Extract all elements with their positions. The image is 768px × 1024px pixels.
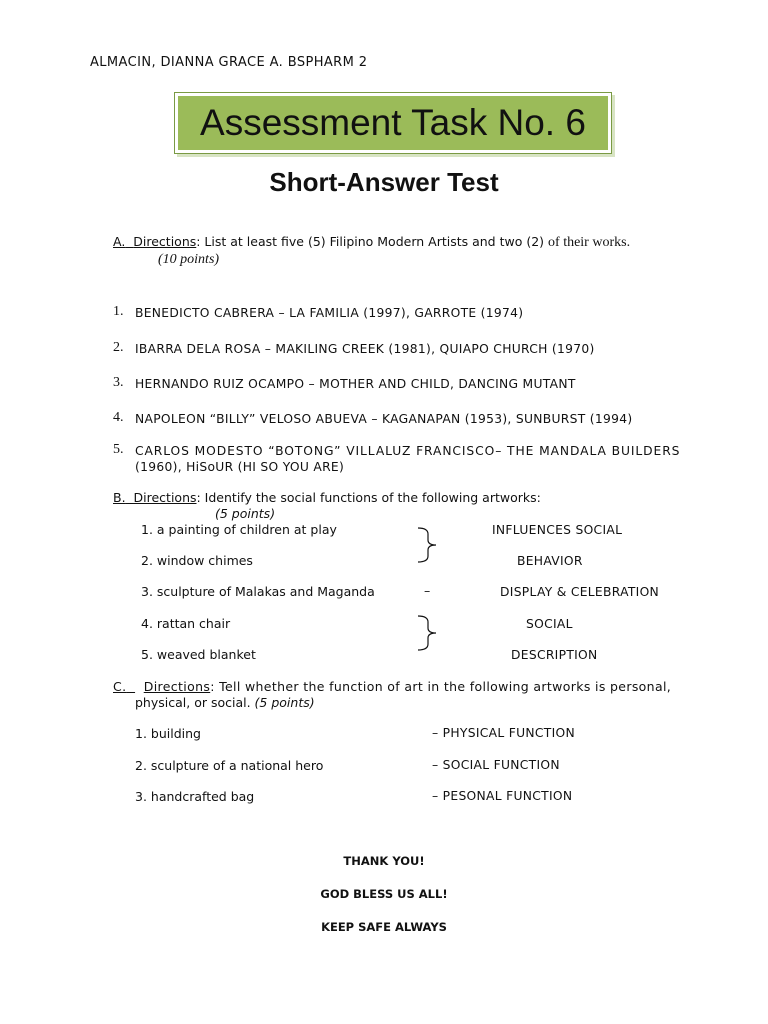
section-c-label: C. — [113, 679, 127, 694]
section-c-text-line2: physical, or social. (5 points) — [135, 695, 315, 710]
social-function-answer: DESCRIPTION — [511, 648, 598, 662]
title-banner — [174, 92, 612, 154]
artwork-item: 1. a painting of children at play — [141, 522, 337, 537]
list-number: 4. — [113, 410, 124, 425]
artwork-item: 3. handcrafted bag — [135, 789, 255, 804]
closing-safe: KEEP SAFE ALWAYS — [321, 920, 447, 934]
artwork-item: 1. building — [135, 726, 201, 741]
artwork-item: 4. rattan chair — [141, 616, 231, 631]
section-b-points: (5 points) — [215, 506, 276, 521]
page-title: Assessment Task No. 6 — [200, 102, 586, 143]
student-name: ALMACIN, DIANNA GRACE A. BSPHARM 2 — [90, 55, 368, 70]
list-number: 3. — [113, 375, 124, 390]
section-a-text-serif: of their works. — [548, 235, 631, 250]
section-b-label: B. Directions — [113, 490, 197, 505]
social-function-answer: BEHAVIOR — [517, 554, 583, 568]
list-item-continued: (1960), HiSoUR (HI SO YOU ARE) — [135, 460, 345, 474]
right-brace-icon — [414, 614, 440, 652]
section-c-points: (5 points) — [254, 695, 315, 710]
section-a-text: : List at least five (5) Filipino Modern Artists and two (2) — [196, 234, 549, 249]
section-c-text: : Tell whether the function of art in the following artworks is personal, — [210, 679, 672, 694]
artwork-item: 2. window chimes — [141, 553, 253, 568]
right-brace-icon — [414, 526, 440, 564]
social-function-answer: INFLUENCES SOCIAL — [492, 523, 623, 537]
social-function-answer: SOCIAL — [526, 617, 573, 631]
list-item: CARLOS MODESTO “BOTONG” VILLALUZ FRANCISCO– THE MANDALA BUILDERS — [135, 444, 681, 458]
section-a-directions — [113, 234, 630, 251]
section-a-points: (10 points) — [158, 252, 220, 267]
section-a-label: A. Directions — [113, 234, 197, 249]
page-subtitle: Short-Answer Test — [269, 167, 499, 197]
function-answer: – SOCIAL FUNCTION — [432, 758, 560, 772]
closing-blessing: GOD BLESS US ALL! — [320, 887, 448, 901]
artwork-item: 5. weaved blanket — [141, 647, 256, 662]
list-number: 1. — [113, 304, 124, 319]
function-answer: – PHYSICAL FUNCTION — [432, 726, 575, 740]
dash: – — [424, 583, 431, 598]
section-c-directions — [113, 679, 671, 694]
section-c-directions-word: Directions — [143, 679, 211, 694]
closing-thank-you: THANK YOU! — [343, 854, 425, 868]
list-item: BENEDICTO CABRERA – LA FAMILIA (1997), GARROTE (1974) — [135, 306, 524, 320]
artwork-item: 3. sculpture of Malakas and Maganda — [141, 584, 375, 599]
list-number: 2. — [113, 340, 124, 355]
list-number: 5. — [113, 442, 124, 457]
list-item: NAPOLEON “BILLY” VELOSO ABUEVA – KAGANAPAN (1953), SUNBURST (1994) — [135, 412, 633, 426]
function-answer: – PESONAL FUNCTION — [432, 789, 573, 803]
social-function-answer: DISPLAY & CELEBRATION — [500, 585, 660, 599]
section-b-text: : Identify the social functions of the following artworks: — [196, 490, 541, 505]
artwork-item: 2. sculpture of a national hero — [135, 758, 324, 773]
section-b-directions — [113, 490, 541, 505]
list-item: HERNANDO RUIZ OCAMPO – MOTHER AND CHILD, DANCING MUTANT — [135, 377, 576, 391]
list-item: IBARRA DELA ROSA – MAKILING CREEK (1981), QUIAPO CHURCH (1970) — [135, 342, 595, 356]
